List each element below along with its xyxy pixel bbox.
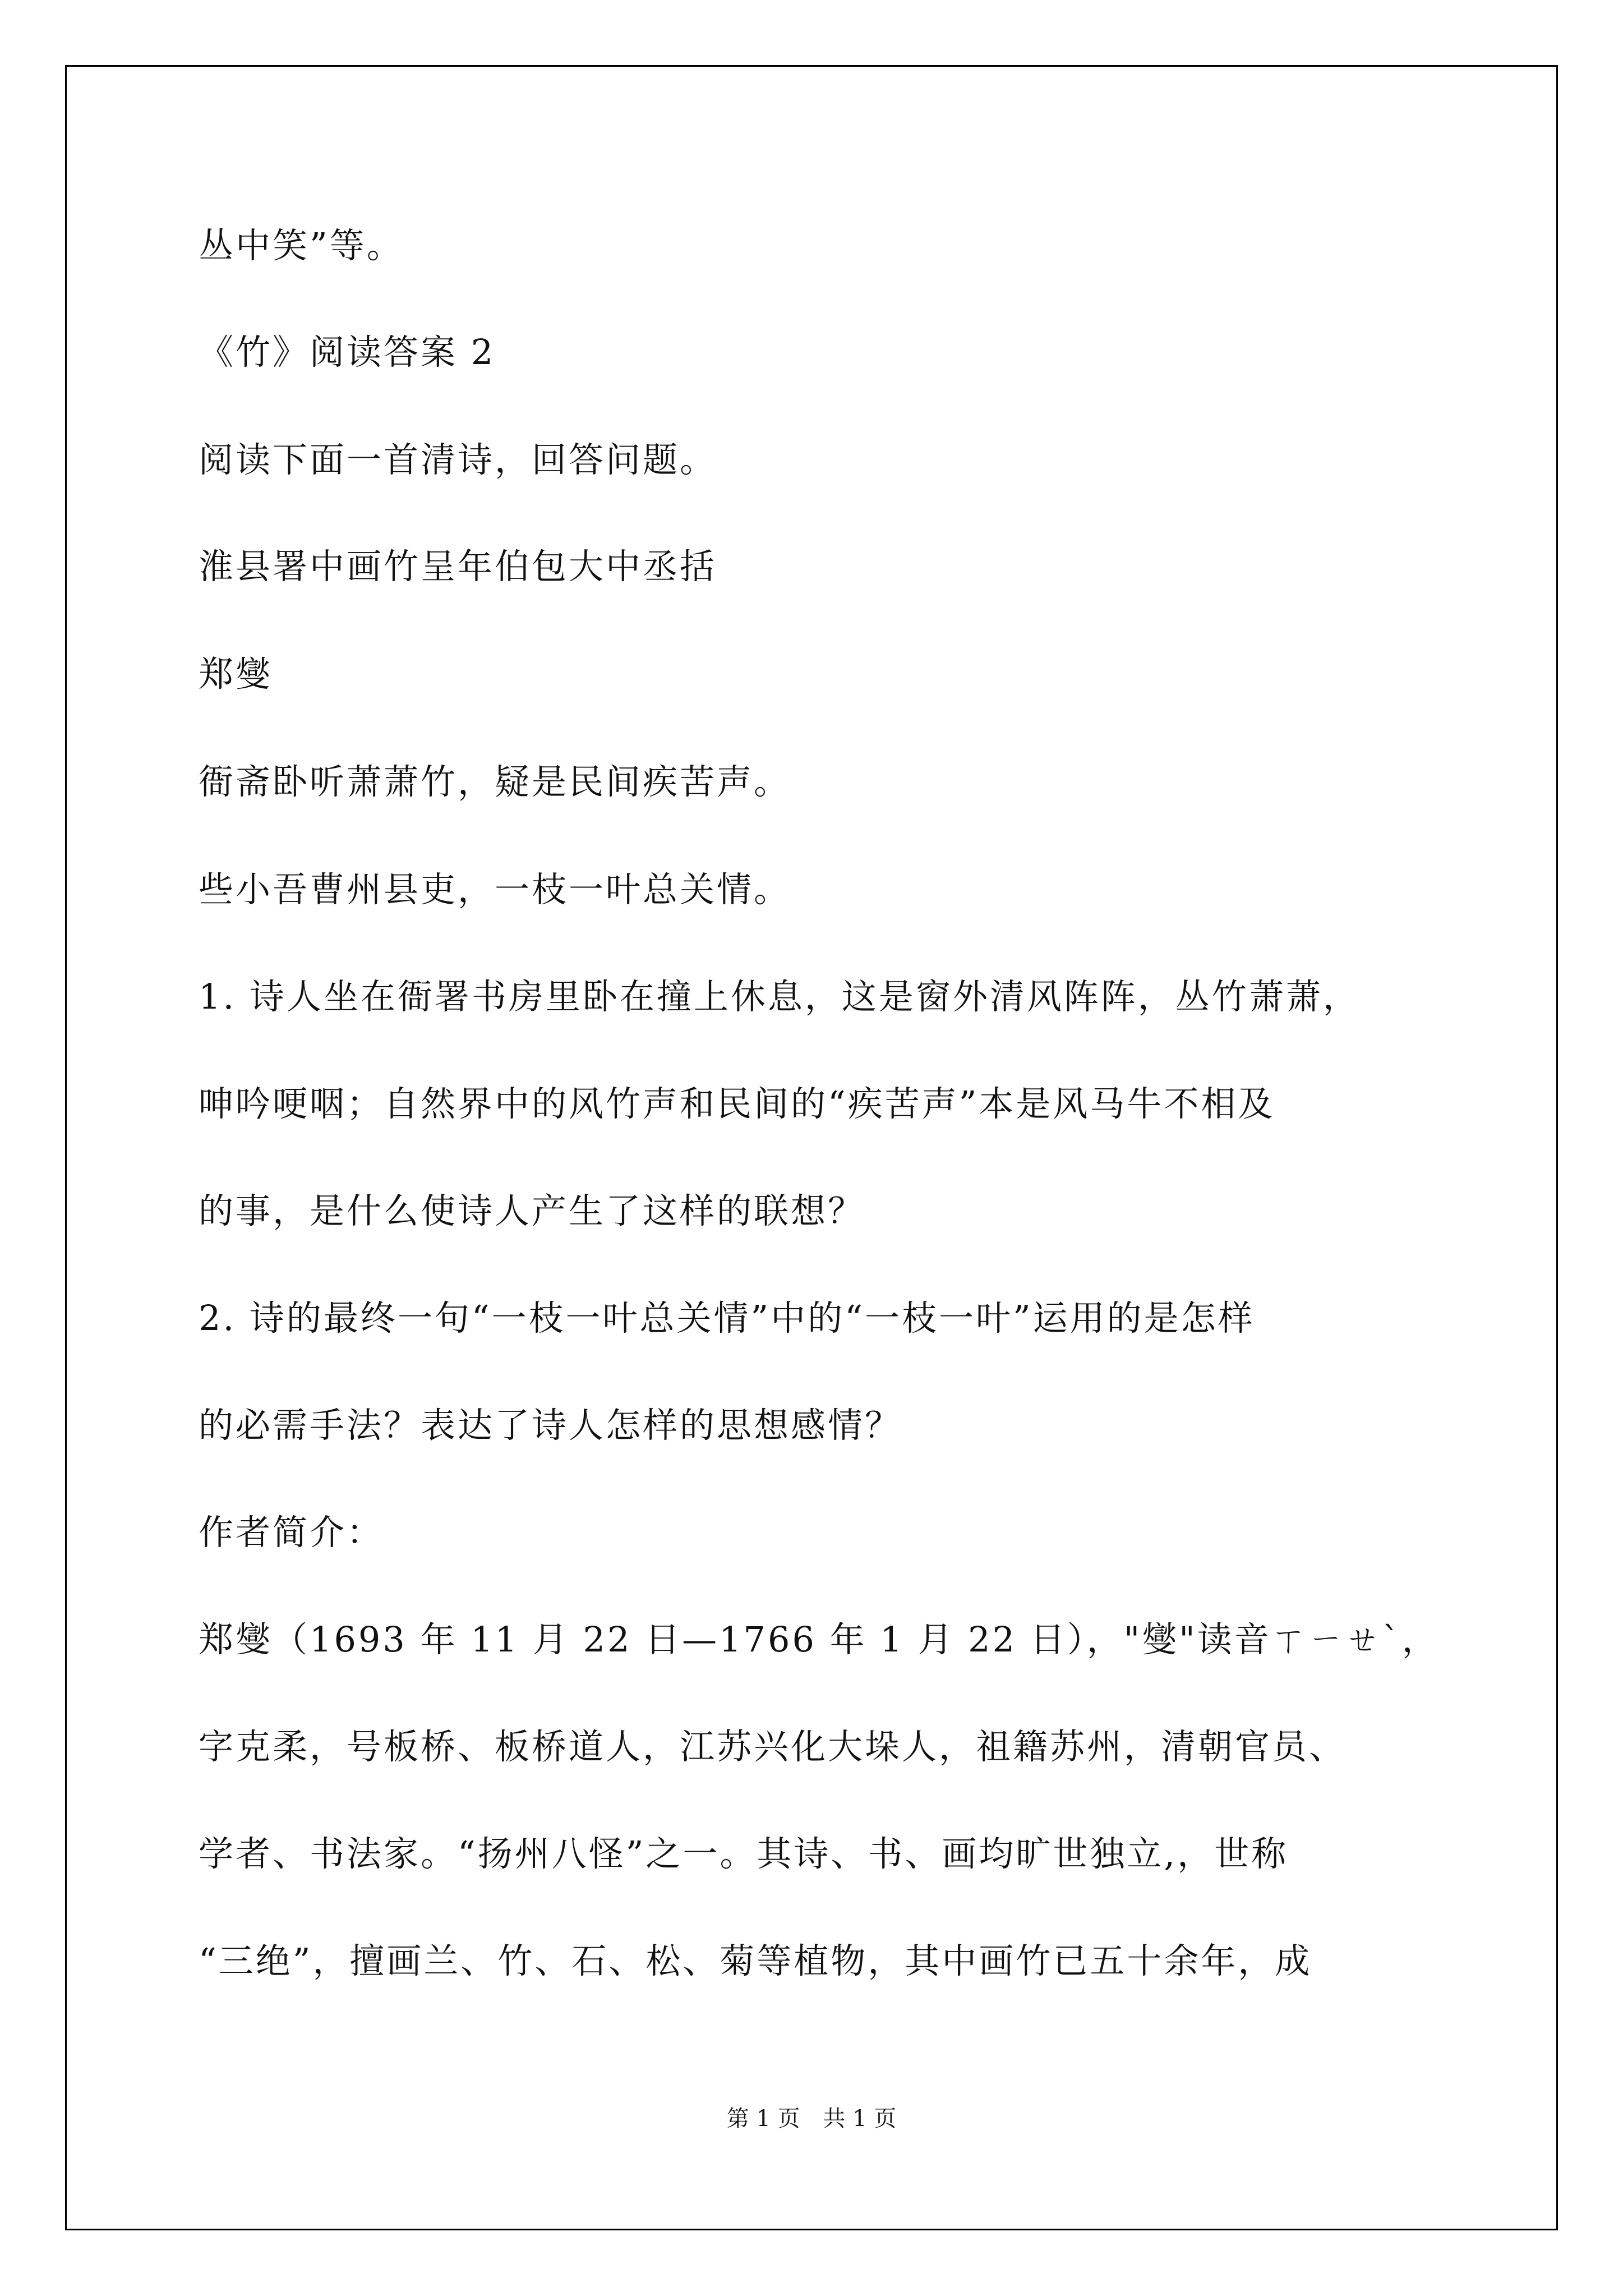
question-line: 1. 诗人坐在衙署书房里卧在撞上休息，这是窗外清风阵阵，丛竹萧萧，: [199, 976, 1360, 1017]
page-footer: [0, 2101, 1623, 2133]
page-border: [65, 65, 1558, 2230]
question-line: 的事，是什么使诗人产生了这样的联想？: [199, 1190, 865, 1231]
question-line: 的必需手法？表达了诗人怎样的思想感情？: [199, 1405, 902, 1446]
bio-line: “三绝”，擅画兰、竹、石、松、菊等植物，其中画竹已五十余年，成: [199, 1940, 1312, 1981]
bio-line: 学者、书法家。“扬州八怪”之一。其诗、书、画均旷世独立,，世称: [199, 1833, 1289, 1874]
page-number: 第 1 页: [726, 2106, 800, 2132]
text-line: 阅读下面一首清诗，回答问题。: [199, 439, 717, 480]
poem-line: 些小吾曹州县吏，一枝一叶总关情。: [199, 869, 791, 910]
section-heading: 作者简介：: [199, 1512, 384, 1553]
poem-title: 淮县署中画竹呈年伯包大中丞括: [199, 546, 717, 587]
question-line: 2. 诗的最终一句“一枝一叶总关情”中的“一枝一叶”运用的是怎样: [199, 1297, 1255, 1338]
poem-author: 郑燮: [199, 654, 273, 694]
question-line: 呻吟哽咽；自然界中的风竹声和民间的“疾苦声”本是风马牛不相及: [199, 1083, 1275, 1124]
poem-line: 衙斋卧听萧萧竹，疑是民间疾苦声。: [199, 761, 791, 802]
page-total: 共 1 页: [823, 2106, 897, 2132]
text-line: 丛中笑”等。: [199, 225, 404, 266]
bio-line: 郑燮（1693 年 11 月 22 日—1766 年 1 月 22 日），"燮"读音ㄒㄧㄝˋ，: [199, 1619, 1439, 1660]
bio-line: 字克柔，号板桥、板桥道人，江苏兴化大垛人，祖籍苏州，清朝官员、: [199, 1726, 1347, 1767]
section-heading: 《竹》阅读答案 2: [199, 332, 496, 372]
